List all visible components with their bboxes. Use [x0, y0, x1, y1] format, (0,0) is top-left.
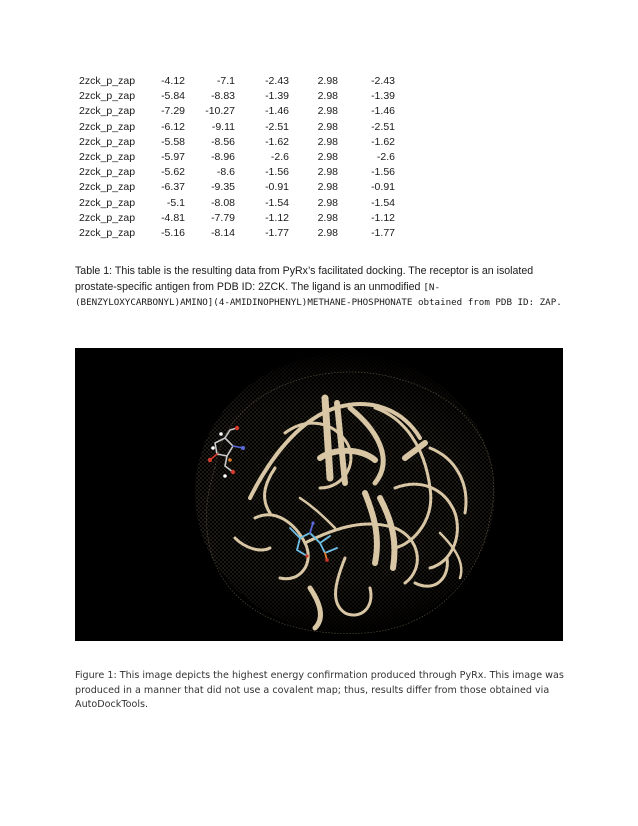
table-row [76, 89, 395, 104]
table-cell: -2.43 [265, 75, 289, 87]
table-cell: -1.12 [371, 211, 395, 224]
table-cell: 2.98 [317, 181, 338, 194]
table-cell: -2.6 [270, 151, 289, 164]
table-cell: 2.98 [317, 105, 338, 118]
table-cell: 2.98 [317, 135, 338, 148]
table-cell: -5.84 [161, 90, 185, 103]
table-cell: -8.08 [211, 196, 235, 209]
table-cell: -0.91 [371, 181, 395, 194]
table-cell: -1.62 [371, 135, 395, 148]
table-row [76, 104, 395, 119]
table-cell: 2.98 [317, 196, 338, 209]
table-cell: -2.51 [265, 120, 289, 133]
docking-results-table [76, 74, 395, 241]
table-cell: -1.39 [265, 90, 289, 103]
protein-figure [75, 348, 563, 641]
table-cell: 2zck_p_zap [79, 120, 136, 133]
table-cell: -7.1 [216, 75, 235, 87]
table-cell: 2zck_p_zap [79, 90, 136, 103]
table-cell: -10.27 [205, 105, 235, 118]
table-row [76, 150, 395, 165]
table-cell: -6.37 [161, 181, 185, 194]
table-cell: 2.98 [317, 227, 338, 240]
table-cell: -1.77 [265, 227, 289, 240]
table-cell: 2zck_p_zap [79, 166, 136, 179]
table-cell: -1.54 [371, 196, 395, 209]
table-cell: -5.58 [161, 135, 185, 148]
table-cell: -1.39 [371, 90, 395, 103]
table-body [76, 74, 395, 241]
table-cell: 2zck_p_zap [79, 181, 136, 194]
table-cell: -5.16 [161, 227, 185, 240]
table-cell: -9.35 [211, 181, 235, 194]
table-cell: -8.14 [211, 227, 235, 240]
table-cell: -1.54 [265, 196, 289, 209]
table-cell: 2zck_p_zap [79, 135, 136, 148]
table-cell: -2.43 [371, 75, 395, 87]
table-row [76, 180, 395, 195]
table-cell: 2.98 [317, 166, 338, 179]
table-cell: -5.62 [161, 166, 185, 179]
table-cell: -7.79 [211, 211, 235, 224]
table-row [76, 165, 395, 180]
table-row [76, 74, 395, 89]
table-row [76, 226, 395, 241]
table-row [76, 196, 395, 211]
table-cell: 2.98 [317, 151, 338, 164]
table-cell: -4.12 [161, 75, 185, 87]
table-cell: -1.62 [265, 135, 289, 148]
table-cell: 2.98 [317, 211, 338, 224]
surface-mesh [195, 353, 495, 633]
table-cell: -0.91 [265, 181, 289, 194]
table-cell: -5.1 [166, 196, 185, 209]
table-cell: 2.98 [317, 75, 338, 87]
table-cell: -6.12 [161, 120, 185, 133]
figure-caption: Figure 1: This image depicts the highest energy confirmation produced through PyRx. This image was produced in a manner that did not use a covalent map; thus, results differ from those obtained via AutoDockTools. [75, 670, 564, 710]
table-cell: -1.46 [371, 105, 395, 118]
table-cell: -4.81 [161, 211, 185, 224]
table-cell: 2zck_p_zap [79, 75, 136, 87]
table-cell: -7.29 [161, 105, 185, 118]
table-cell: -2.51 [371, 120, 395, 133]
table-row [76, 120, 395, 135]
table-cell: 2zck_p_zap [79, 105, 136, 118]
table-cell: -9.11 [211, 120, 235, 133]
table-cell: 2zck_p_zap [79, 151, 136, 164]
table-cell: 2.98 [317, 120, 338, 133]
table-cell: 2zck_p_zap [79, 196, 136, 209]
table-cell: -1.12 [265, 211, 289, 224]
table-cell: -8.56 [211, 135, 235, 148]
table-cell: -8.96 [211, 151, 235, 164]
protein-structure-image [75, 348, 563, 641]
table-cell: -2.6 [376, 151, 395, 164]
table-cell: -5.97 [161, 151, 185, 164]
table-cell: -1.77 [371, 227, 395, 240]
table-caption [75, 264, 575, 311]
table-cell: -1.56 [265, 166, 289, 179]
table-cell: -1.46 [265, 105, 289, 118]
table-caption-ligand-name: [N-(BENZYLOXYCARBONYL)AMINO](4-AMIDINOPHENYL)METHANE-PHOSPHONATE obtained from PDB ID: ZAP. [75, 281, 562, 308]
table-row [76, 211, 395, 226]
table-cell: -1.56 [371, 166, 395, 179]
table-cell: -8.6 [216, 166, 235, 179]
table-cell: 2zck_p_zap [79, 211, 136, 224]
table-cell: 2.98 [317, 90, 338, 103]
table-caption-text: Table 1: This table is the resulting data from PyRx’s facilitated docking. The receptor is an isolated prostate-specific antigen from PDB ID: 2ZCK. The ligand is an unmodified [75, 265, 534, 293]
table-row [76, 135, 395, 150]
table-cell: 2zck_p_zap [79, 227, 136, 240]
table-cell: -8.83 [211, 90, 235, 103]
